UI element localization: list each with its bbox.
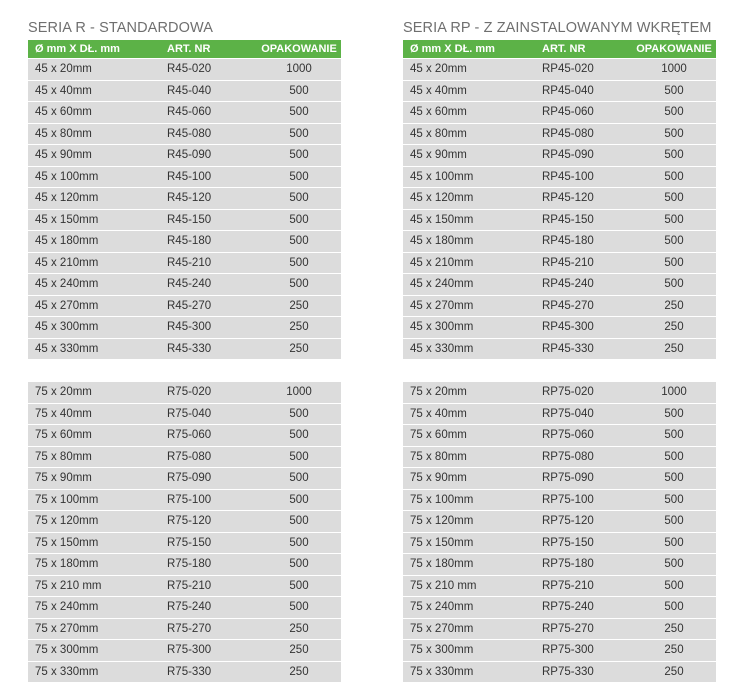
cell-dimensions: 45 x 180mm	[403, 230, 542, 252]
table-row	[28, 166, 341, 188]
cell-packaging: 500	[257, 510, 341, 532]
cell-packaging: 500	[632, 209, 716, 231]
cell-art-nr: R45-240	[167, 273, 257, 295]
cell-packaging: 500	[632, 446, 716, 468]
cell-packaging: 500	[632, 532, 716, 554]
cell-art-nr: R75-060	[167, 424, 257, 446]
cell-dimensions: 75 x 300mm	[28, 639, 167, 661]
cell-art-nr: RP45-090	[542, 144, 632, 166]
cell-packaging: 500	[257, 209, 341, 231]
cell-dimensions: 75 x 210 mm	[403, 575, 542, 597]
cell-art-nr: RP75-080	[542, 446, 632, 468]
cell-art-nr: R45-120	[167, 187, 257, 209]
cell-packaging: 500	[257, 532, 341, 554]
table-row	[28, 123, 341, 145]
table-row	[28, 424, 341, 446]
cell-packaging: 250	[257, 295, 341, 317]
cell-art-nr: R75-100	[167, 489, 257, 511]
cell-packaging: 250	[632, 316, 716, 338]
cell-dimensions: 75 x 180mm	[403, 553, 542, 575]
table-header-row	[403, 40, 716, 58]
cell-dimensions: 75 x 90mm	[28, 467, 167, 489]
cell-dimensions: 75 x 180mm	[28, 553, 167, 575]
cell-dimensions: 45 x 330mm	[403, 338, 542, 360]
table-row	[403, 489, 716, 511]
cell-dimensions: 75 x 270mm	[403, 618, 542, 640]
cell-packaging: 250	[632, 295, 716, 317]
section-title-standard: SERIA R - STANDARDOWA	[28, 20, 213, 36]
cell-art-nr: RP45-120	[542, 187, 632, 209]
cell-packaging: 500	[632, 230, 716, 252]
cell-dimensions: 45 x 240mm	[28, 273, 167, 295]
cell-dimensions: 75 x 40mm	[403, 403, 542, 425]
cell-art-nr: RP45-060	[542, 101, 632, 123]
cell-dimensions: 75 x 60mm	[28, 424, 167, 446]
cell-packaging: 500	[632, 467, 716, 489]
cell-packaging: 250	[257, 618, 341, 640]
table-row	[403, 187, 716, 209]
table-row	[403, 252, 716, 274]
cell-art-nr: R75-240	[167, 596, 257, 618]
cell-packaging: 500	[632, 80, 716, 102]
cell-dimensions: 75 x 240mm	[403, 596, 542, 618]
table-row	[403, 338, 716, 360]
cell-dimensions: 75 x 100mm	[28, 489, 167, 511]
cell-dimensions: 45 x 60mm	[403, 101, 542, 123]
table-row	[28, 187, 341, 209]
cell-dimensions: 75 x 20mm	[403, 381, 542, 403]
table-row	[403, 618, 716, 640]
table-row	[28, 316, 341, 338]
table-row	[28, 338, 341, 360]
table-row	[28, 510, 341, 532]
cell-packaging: 1000	[632, 58, 716, 80]
cell-art-nr: R75-040	[167, 403, 257, 425]
table-row	[403, 295, 716, 317]
cell-dimensions: 45 x 150mm	[28, 209, 167, 231]
table-row	[403, 123, 716, 145]
table-row	[403, 424, 716, 446]
table-row	[403, 166, 716, 188]
cell-art-nr: RP75-300	[542, 639, 632, 661]
table-row	[28, 661, 341, 683]
cell-packaging: 500	[632, 424, 716, 446]
column-header-packaging: OPAKOWANIE	[632, 40, 716, 58]
cell-packaging: 500	[257, 144, 341, 166]
cell-packaging: 500	[257, 123, 341, 145]
cell-art-nr: R75-330	[167, 661, 257, 683]
cell-packaging: 500	[257, 424, 341, 446]
cell-dimensions: 45 x 210mm	[28, 252, 167, 274]
cell-dimensions: 75 x 210 mm	[28, 575, 167, 597]
cell-art-nr: RP45-040	[542, 80, 632, 102]
cell-art-nr: RP75-120	[542, 510, 632, 532]
cell-art-nr: R45-020	[167, 58, 257, 80]
cell-art-nr: R45-150	[167, 209, 257, 231]
cell-art-nr: R45-330	[167, 338, 257, 360]
cell-art-nr: RP45-080	[542, 123, 632, 145]
cell-packaging: 1000	[257, 381, 341, 403]
cell-packaging: 500	[257, 101, 341, 123]
cell-dimensions: 45 x 90mm	[403, 144, 542, 166]
column-header-dimensions: Ø mm X DŁ. mm	[403, 40, 542, 58]
cell-art-nr: RP45-100	[542, 166, 632, 188]
cell-dimensions: 45 x 240mm	[403, 273, 542, 295]
cell-packaging: 500	[632, 575, 716, 597]
cell-dimensions: 75 x 150mm	[28, 532, 167, 554]
cell-dimensions: 75 x 300mm	[403, 639, 542, 661]
cell-packaging: 500	[257, 467, 341, 489]
cell-dimensions: 75 x 80mm	[403, 446, 542, 468]
cell-dimensions: 75 x 270mm	[28, 618, 167, 640]
cell-packaging: 500	[257, 553, 341, 575]
cell-art-nr: R45-060	[167, 101, 257, 123]
cell-packaging: 500	[257, 575, 341, 597]
section-title-with-screw: SERIA RP - Z ZAINSTALOWANYM WKRĘTEM	[403, 20, 712, 36]
column-header-art-nr: ART. NR	[542, 40, 632, 58]
cell-packaging: 500	[257, 596, 341, 618]
table-row	[403, 661, 716, 683]
cell-packaging: 1000	[632, 381, 716, 403]
table-r75	[28, 381, 341, 682]
cell-packaging: 500	[257, 273, 341, 295]
table-row	[28, 639, 341, 661]
cell-dimensions: 75 x 330mm	[28, 661, 167, 683]
table-row	[28, 489, 341, 511]
table-row	[28, 144, 341, 166]
cell-art-nr: RP45-210	[542, 252, 632, 274]
table-row	[28, 596, 341, 618]
cell-art-nr: RP75-090	[542, 467, 632, 489]
cell-dimensions: 45 x 40mm	[403, 80, 542, 102]
cell-art-nr: R75-300	[167, 639, 257, 661]
cell-art-nr: RP75-040	[542, 403, 632, 425]
cell-art-nr: RP45-330	[542, 338, 632, 360]
cell-art-nr: R75-210	[167, 575, 257, 597]
cell-art-nr: RP45-300	[542, 316, 632, 338]
cell-art-nr: R45-180	[167, 230, 257, 252]
table-row	[28, 295, 341, 317]
cell-packaging: 250	[257, 639, 341, 661]
cell-art-nr: R75-080	[167, 446, 257, 468]
table-row	[28, 575, 341, 597]
cell-dimensions: 45 x 150mm	[403, 209, 542, 231]
cell-packaging: 250	[632, 338, 716, 360]
cell-art-nr: RP75-210	[542, 575, 632, 597]
cell-dimensions: 45 x 330mm	[28, 338, 167, 360]
cell-art-nr: RP75-150	[542, 532, 632, 554]
table-row	[403, 639, 716, 661]
cell-packaging: 500	[257, 187, 341, 209]
cell-packaging: 500	[632, 273, 716, 295]
cell-dimensions: 75 x 240mm	[28, 596, 167, 618]
cell-packaging: 500	[632, 510, 716, 532]
cell-packaging: 500	[257, 80, 341, 102]
cell-dimensions: 75 x 90mm	[403, 467, 542, 489]
cell-dimensions: 45 x 60mm	[28, 101, 167, 123]
cell-packaging: 500	[632, 166, 716, 188]
table-rp45	[403, 40, 716, 359]
cell-dimensions: 75 x 20mm	[28, 381, 167, 403]
cell-dimensions: 45 x 20mm	[28, 58, 167, 80]
cell-packaging: 500	[257, 403, 341, 425]
table-row	[403, 403, 716, 425]
cell-packaging: 250	[257, 316, 341, 338]
cell-art-nr: R45-080	[167, 123, 257, 145]
table-row	[403, 209, 716, 231]
table-rp75	[403, 381, 716, 682]
cell-packaging: 500	[632, 101, 716, 123]
cell-dimensions: 45 x 120mm	[28, 187, 167, 209]
cell-dimensions: 45 x 300mm	[28, 316, 167, 338]
table-row	[403, 532, 716, 554]
column-header-packaging: OPAKOWANIE	[257, 40, 341, 58]
cell-dimensions: 75 x 120mm	[403, 510, 542, 532]
cell-packaging: 250	[257, 661, 341, 683]
cell-dimensions: 45 x 100mm	[28, 166, 167, 188]
table-row	[403, 446, 716, 468]
cell-dimensions: 45 x 270mm	[403, 295, 542, 317]
cell-packaging: 250	[632, 661, 716, 683]
cell-art-nr: RP45-180	[542, 230, 632, 252]
cell-art-nr: R45-100	[167, 166, 257, 188]
cell-packaging: 500	[632, 596, 716, 618]
cell-art-nr: R75-120	[167, 510, 257, 532]
cell-dimensions: 45 x 270mm	[28, 295, 167, 317]
cell-packaging: 250	[632, 618, 716, 640]
cell-art-nr: RP75-060	[542, 424, 632, 446]
table-row	[403, 230, 716, 252]
cell-art-nr: R45-270	[167, 295, 257, 317]
cell-dimensions: 45 x 180mm	[28, 230, 167, 252]
table-row	[403, 273, 716, 295]
cell-art-nr: R45-090	[167, 144, 257, 166]
cell-dimensions: 45 x 80mm	[28, 123, 167, 145]
table-row	[403, 467, 716, 489]
cell-packaging: 500	[632, 489, 716, 511]
column-header-art-nr: ART. NR	[167, 40, 257, 58]
cell-art-nr: RP75-240	[542, 596, 632, 618]
cell-dimensions: 75 x 100mm	[403, 489, 542, 511]
cell-art-nr: RP75-180	[542, 553, 632, 575]
table-row	[28, 553, 341, 575]
table-row	[28, 101, 341, 123]
column-header-dimensions: Ø mm X DŁ. mm	[28, 40, 167, 58]
cell-art-nr: R75-150	[167, 532, 257, 554]
table-row	[28, 58, 341, 80]
table-row	[403, 316, 716, 338]
cell-art-nr: R75-020	[167, 381, 257, 403]
cell-dimensions: 45 x 80mm	[403, 123, 542, 145]
cell-packaging: 500	[257, 252, 341, 274]
cell-dimensions: 75 x 150mm	[403, 532, 542, 554]
table-row	[28, 252, 341, 274]
table-row	[28, 446, 341, 468]
table-row	[28, 618, 341, 640]
table-row	[28, 80, 341, 102]
table-row	[28, 467, 341, 489]
table-row	[403, 575, 716, 597]
cell-dimensions: 45 x 100mm	[403, 166, 542, 188]
table-row	[28, 230, 341, 252]
table-row	[28, 532, 341, 554]
cell-art-nr: RP75-330	[542, 661, 632, 683]
cell-art-nr: RP75-020	[542, 381, 632, 403]
cell-art-nr: R75-180	[167, 553, 257, 575]
table-row	[403, 381, 716, 403]
cell-dimensions: 45 x 210mm	[403, 252, 542, 274]
table-row	[403, 80, 716, 102]
cell-packaging: 500	[632, 123, 716, 145]
table-row	[403, 510, 716, 532]
cell-art-nr: RP45-240	[542, 273, 632, 295]
cell-art-nr: RP45-150	[542, 209, 632, 231]
cell-dimensions: 75 x 60mm	[403, 424, 542, 446]
table-row	[403, 101, 716, 123]
cell-art-nr: RP75-100	[542, 489, 632, 511]
cell-packaging: 500	[257, 230, 341, 252]
table-row	[28, 403, 341, 425]
cell-packaging: 500	[257, 166, 341, 188]
table-row	[28, 209, 341, 231]
cell-art-nr: RP75-270	[542, 618, 632, 640]
table-row	[403, 596, 716, 618]
table-row	[403, 553, 716, 575]
cell-art-nr: R45-040	[167, 80, 257, 102]
cell-dimensions: 45 x 90mm	[28, 144, 167, 166]
cell-packaging: 500	[257, 489, 341, 511]
table-header-row	[28, 40, 341, 58]
cell-packaging: 500	[632, 403, 716, 425]
table-row	[28, 273, 341, 295]
cell-dimensions: 45 x 40mm	[28, 80, 167, 102]
cell-packaging: 500	[632, 144, 716, 166]
cell-art-nr: R45-210	[167, 252, 257, 274]
table-r45	[28, 40, 341, 359]
cell-dimensions: 45 x 20mm	[403, 58, 542, 80]
cell-dimensions: 75 x 330mm	[403, 661, 542, 683]
cell-dimensions: 75 x 80mm	[28, 446, 167, 468]
cell-art-nr: R75-090	[167, 467, 257, 489]
table-row	[28, 381, 341, 403]
cell-dimensions: 75 x 40mm	[28, 403, 167, 425]
table-row	[403, 58, 716, 80]
cell-art-nr: RP45-020	[542, 58, 632, 80]
cell-dimensions: 75 x 120mm	[28, 510, 167, 532]
cell-art-nr: RP45-270	[542, 295, 632, 317]
cell-packaging: 500	[632, 187, 716, 209]
cell-packaging: 500	[632, 252, 716, 274]
cell-packaging: 250	[632, 639, 716, 661]
cell-dimensions: 45 x 120mm	[403, 187, 542, 209]
table-row	[403, 144, 716, 166]
cell-packaging: 250	[257, 338, 341, 360]
cell-dimensions: 45 x 300mm	[403, 316, 542, 338]
cell-packaging: 500	[632, 553, 716, 575]
cell-packaging: 1000	[257, 58, 341, 80]
cell-art-nr: R45-300	[167, 316, 257, 338]
cell-art-nr: R75-270	[167, 618, 257, 640]
cell-packaging: 500	[257, 446, 341, 468]
